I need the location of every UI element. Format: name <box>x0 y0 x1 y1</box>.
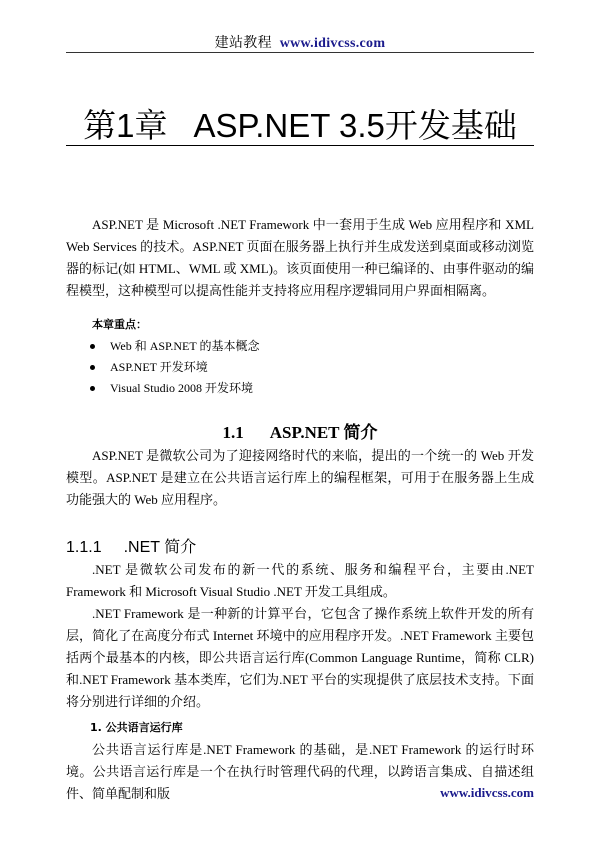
subsection-paragraph-3: 公共语言运行库是.NET Framework 的基础，是.NET Framework 的运行时环境。公共语言运行库是一个在执行时管理代码的代理，以跨语言集成、自描述组件、简单配制和版 <box>66 742 534 801</box>
section-number: 1.1 <box>222 423 244 442</box>
section-paragraph: ASP.NET 是微软公司为了迎接网络时代的来临，提出的一个统一的 Web 开发模型。ASP.NET 是建立在公共语言运行库上的编程框架，可用于在服务器上生成功能强大的 Web 应用程序。 <box>66 448 534 507</box>
key-point-text: Visual Studio 2008 开发环境 <box>110 381 253 395</box>
key-point-item <box>90 336 534 357</box>
key-point-item <box>90 357 534 378</box>
key-point-item <box>90 378 534 399</box>
chapter-title <box>66 100 534 147</box>
section-title: ASP.NET 简介 <box>269 423 378 442</box>
section-heading <box>66 421 534 445</box>
bullet-icon <box>90 344 95 349</box>
header-site-name: 建站教程 <box>214 36 272 51</box>
chapter-title-text: ASP.NET 3.5开发基础 <box>193 107 517 144</box>
key-points-list <box>66 336 534 399</box>
bullet-icon <box>90 386 95 391</box>
subsection-paragraph-2: .NET Framework 是一种新的计算平台，它包含了操作系统上软件开发的所有层，简化了在高度分布式 Internet 环境中的应用程序开发。.NET Framework 主要包括两个最基本的内核，即公共语言运行库(Common Language Runtime，简称 CLR)和.NET Framework 基本类库，它们为.NET 平台的实现提供了底层技术支持。下面将分别进行详细的介绍。 <box>66 606 534 709</box>
chapter-title-divider <box>66 145 534 146</box>
footer-url-link[interactable]: www.idivcss.com <box>440 785 534 800</box>
key-points-title: 本章重点： <box>92 318 147 331</box>
key-point-text: ASP.NET 开发环境 <box>110 360 208 374</box>
subsection-title: .NET 简介 <box>123 539 197 556</box>
subsection-paragraph-1: .NET 是微软公司发布的新一代的系统、服务和编程平台，主要由.NET Framework 和 Microsoft Visual Studio .NET 开发工具组成。 <box>66 562 534 599</box>
page-body <box>66 214 534 805</box>
intro-paragraph: ASP.NET 是 Microsoft .NET Framework 中一套用于生成 Web 应用程序和 XML Web Services 的技术。ASP.NET 页面在服务器上执行并生成发送到桌面或移动浏览器的标记(如 HTML、WML 或 XML)。该页面使用一种已编译的、由事件驱动的编程模型，这种模型可以提高性能并支持将应用程序逻辑同用户界面相隔离。 <box>66 217 534 298</box>
item-heading: 1. 公共语言运行库 <box>90 721 183 734</box>
header-url-link[interactable]: www.idivcss.com <box>279 36 386 51</box>
subsection-heading <box>66 537 534 559</box>
bullet-icon <box>90 365 95 370</box>
subsection-number: 1.1.1 <box>66 539 102 556</box>
page-header <box>0 32 600 52</box>
chapter-number: 第1章 <box>83 107 168 144</box>
header-divider <box>66 52 534 53</box>
key-point-text: Web 和 ASP.NET 的基本概念 <box>110 339 260 353</box>
